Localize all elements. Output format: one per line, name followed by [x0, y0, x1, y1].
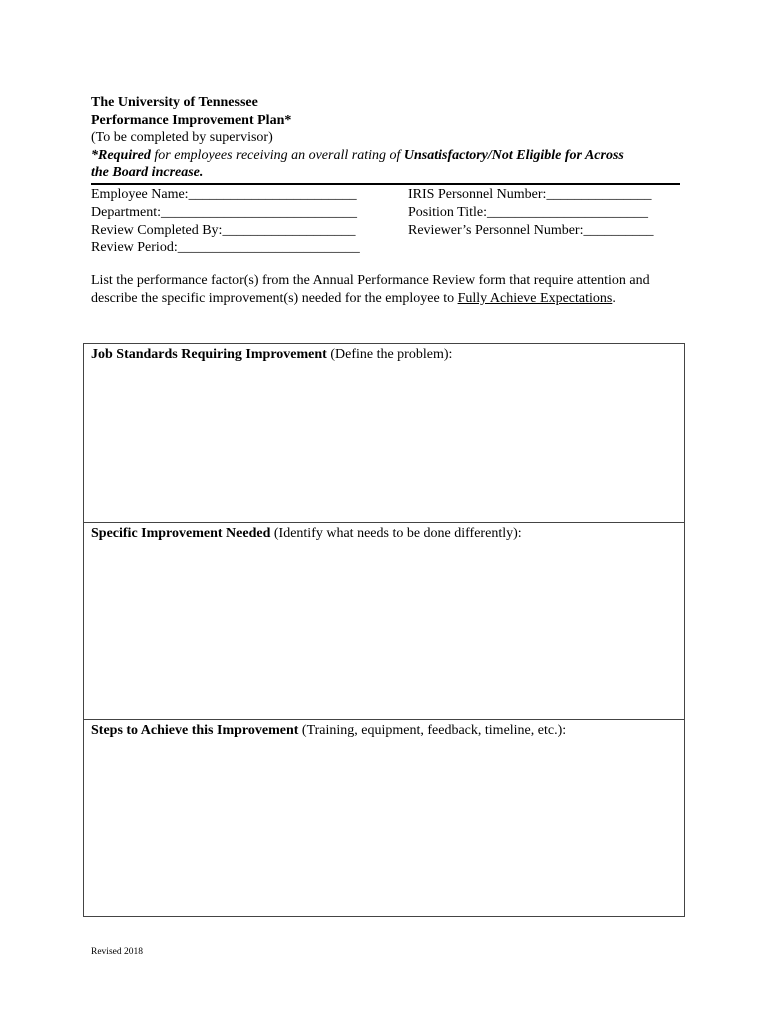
steps-label — [91, 722, 566, 740]
fields-right-column — [408, 186, 653, 239]
review-period-field[interactable] — [91, 239, 360, 257]
fully-achieve-expectations-text: Fully Achieve Expectations — [457, 291, 613, 306]
required-label: *Required — [91, 147, 151, 163]
employee-name-blank[interactable]: ________________________ — [188, 187, 357, 202]
steps-box[interactable] — [83, 719, 685, 917]
required-note — [91, 147, 691, 165]
iris-number-label: IRIS Personnel Number: — [408, 187, 547, 202]
completed-by-note: (To be completed by supervisor) — [91, 130, 273, 146]
revised-footer: Revised 2018 — [91, 947, 143, 957]
instructions-paragraph — [91, 272, 691, 308]
specific-improvement-hint: (Identify what needs to be done differently): — [270, 526, 522, 541]
position-title-field[interactable] — [408, 204, 653, 222]
instructions-text: List the performance factor(s) from the Annual Performance Review form that require attention and describe the specific improvement(s) needed for the employee to — [91, 273, 650, 306]
steps-hint: (Training, equipment, feedback, timeline, etc.): — [298, 723, 567, 738]
specific-improvement-box[interactable] — [83, 522, 685, 720]
specific-improvement-label — [91, 525, 522, 543]
review-completed-by-blank[interactable]: ___________________ — [222, 222, 356, 238]
job-standards-box[interactable] — [83, 343, 685, 523]
reviewer-number-field[interactable] — [408, 222, 653, 240]
review-completed-by-label: Review Completed By: — [91, 222, 223, 238]
specific-improvement-title: Specific Improvement Needed — [91, 526, 271, 541]
institution-name: The University of Tennessee — [91, 95, 258, 110]
employee-name-label: Employee Name: — [91, 187, 189, 202]
instructions-period: . — [612, 291, 616, 306]
job-standards-title: Job Standards Requiring Improvement — [91, 347, 327, 362]
required-text: for employees receiving an overall rating of — [150, 147, 404, 163]
position-title-label: Position Title: — [408, 204, 487, 220]
header-divider — [91, 183, 680, 185]
position-title-blank[interactable]: _______________________ — [486, 204, 648, 220]
job-standards-label — [91, 346, 452, 364]
required-rating-cont: the Board increase. — [91, 165, 204, 181]
iris-number-field[interactable] — [408, 186, 653, 204]
review-completed-by-field[interactable] — [91, 222, 360, 240]
department-field[interactable] — [91, 204, 360, 222]
fields-left-column — [91, 186, 360, 257]
review-period-label: Review Period: — [91, 240, 178, 256]
steps-title: Steps to Achieve this Improvement — [91, 723, 299, 738]
employee-name-field[interactable] — [91, 186, 360, 204]
form-title: Performance Improvement Plan* — [91, 112, 292, 128]
required-rating: Unsatisfactory/Not Eligible for Across — [403, 147, 624, 163]
review-period-blank[interactable]: __________________________ — [177, 240, 360, 256]
form-header — [91, 94, 691, 182]
reviewer-number-label: Reviewer’s Personnel Number: — [408, 222, 584, 238]
department-label: Department: — [91, 204, 161, 220]
iris-number-blank[interactable]: _______________ — [546, 187, 652, 202]
job-standards-hint: (Define the problem): — [326, 347, 453, 362]
reviewer-number-blank[interactable]: __________ — [583, 222, 654, 238]
department-blank[interactable]: ____________________________ — [160, 204, 357, 220]
